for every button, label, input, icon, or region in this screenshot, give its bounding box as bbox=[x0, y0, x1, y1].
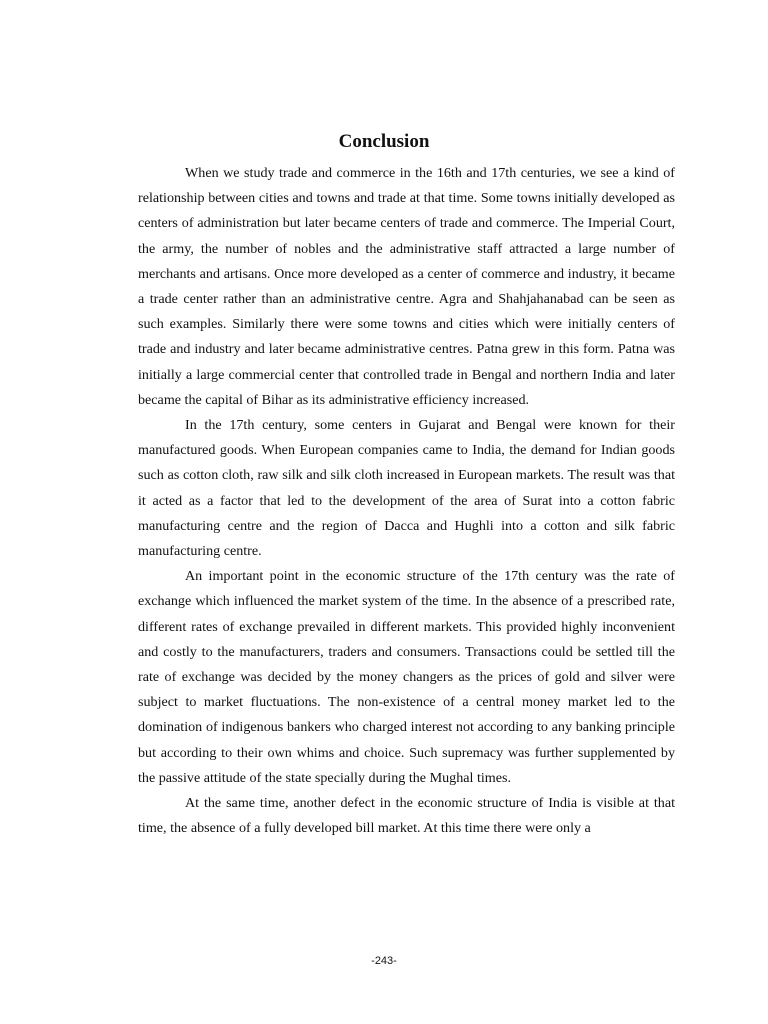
paragraph-1: When we study trade and commerce in the 16th and 17th centuries, we see a kind of relationship between cities and towns and trade at that time. Some towns initially developed as centers of administration but later became centers of trade and commerce. The Imperial Court, the army, the number of nobles and the administrative staff attracted a large number of merchants and artisans. Once more developed as a center of commerce and industry, it became a trade center rather than an administrative centre. Agra and Shahjahanabad can be seen as such examples. Similarly there were some towns and cities which were initially centers of trade and industry and later became administrative centres. Patna grew in this form. Patna was initially a large commercial center that controlled trade in Bengal and northern India and later became the capital of Bihar as its administrative efficiency increased. bbox=[138, 165, 675, 408]
page-number: -243- bbox=[371, 955, 397, 967]
paragraph-4: At the same time, another defect in the economic structure of India is visible at that time, the absence of a fully developed bill market. At this time there were only a bbox=[138, 795, 675, 837]
paragraph-2: In the 17th century, some centers in Gujarat and Bengal were known for their manufactured goods. When European companies came to India, the demand for Indian goods such as cotton cloth, raw silk and silk cloth increased in European markets. The result was that it acted as a factor that led to the development of the area of Surat into a cotton fabric manufacturing centre and the region of Dacca and Hughli into a cotton and silk fabric manufacturing centre. bbox=[138, 417, 675, 560]
page-title: Conclusion bbox=[338, 131, 430, 152]
body-text bbox=[138, 161, 675, 841]
paragraph-3: An important point in the economic structure of the 17th century was the rate of exchange which influenced the market system of the time. In the absence of a prescribed rate, different rates of exchange prevailed in different markets. This provided highly inconvenient and costly to the manufacturers, traders and consumers. Transactions could be settled till the rate of exchange was decided by the money changers as the prices of gold and silver were subject to market fluctuations. The non-existence of a central money market led to the domination of indigenous bankers who charged interest not according to any banking principle but according to their own whims and choice. Such supremacy was further supplemented by the passive attitude of the state specially during the Mughal times. bbox=[138, 568, 675, 786]
